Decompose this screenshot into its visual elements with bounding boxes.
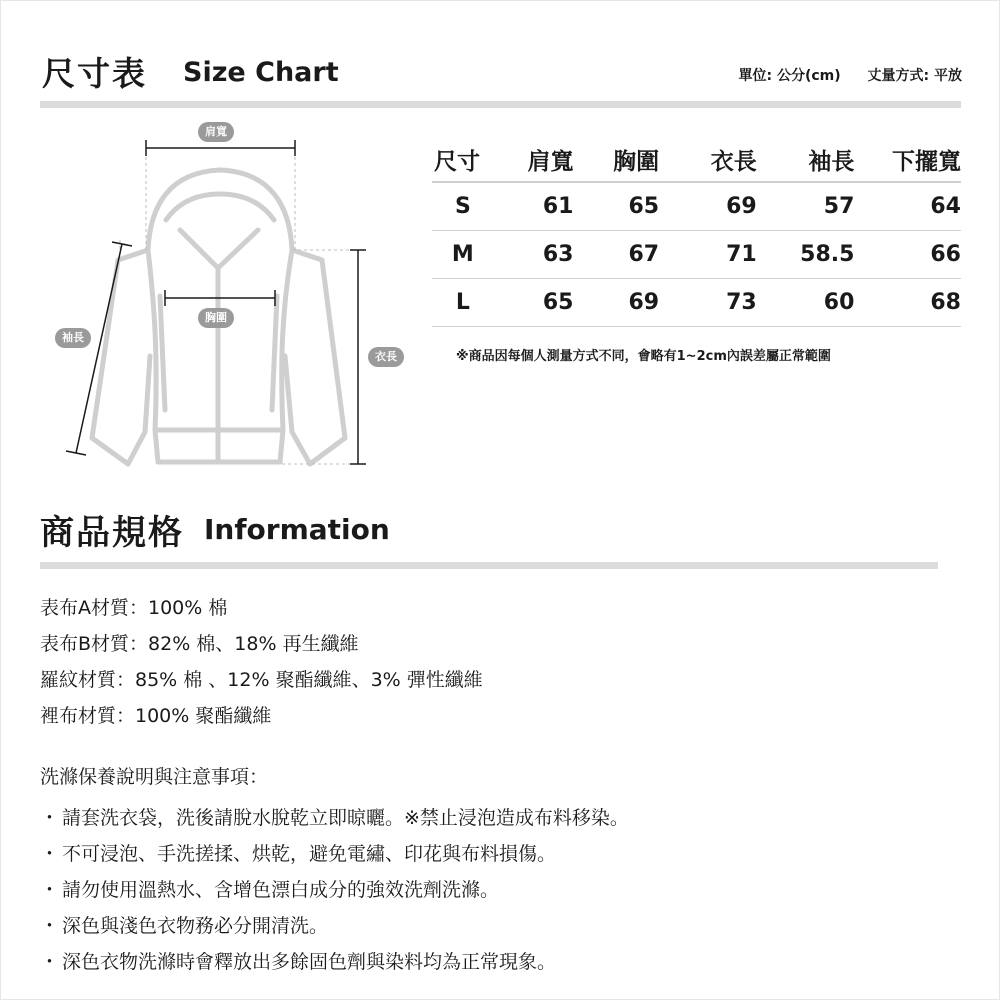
unit-label: 單位: 公分(cm) (738, 68, 841, 84)
size-chart-title-en: Size Chart (183, 57, 339, 88)
table-row (432, 279, 961, 327)
hoodie-illustration (0, 110, 430, 490)
chest-label: 胸圍 (198, 308, 234, 328)
shoulder-cell: 61 (494, 182, 574, 231)
table-row (432, 231, 961, 279)
care-item-text: 深色與淺色衣物務必分開清洗。 (62, 915, 329, 937)
length-label: 衣長 (368, 347, 404, 367)
length-cell: 71 (659, 231, 757, 279)
header-sleeve: 袖長 (757, 137, 855, 182)
table-row (432, 182, 961, 231)
bullet: ・ (40, 843, 60, 865)
header-chest: 胸圍 (573, 137, 659, 182)
chest-cell: 69 (573, 279, 659, 327)
size-table (432, 137, 961, 327)
material-item: 羅紋材質：85% 棉 、12% 聚酯纖維、3% 彈性纖維 (40, 669, 483, 691)
care-instructions-list (40, 800, 629, 980)
care-item-text: 請套洗衣袋，洗後請脫水脫乾立即晾曬。※禁止浸泡造成布料移染。 (62, 807, 629, 829)
sleeve-cell: 58.5 (757, 231, 855, 279)
list-item (40, 836, 629, 872)
size-cell: S (432, 182, 494, 231)
length-cell: 73 (659, 279, 757, 327)
care-item-text: 不可浸泡、手洗搓揉、烘乾，避免電繡、印花與布料損傷。 (62, 843, 557, 865)
hem-cell: 68 (854, 279, 961, 327)
hem-cell: 66 (854, 231, 961, 279)
shoulder-label: 肩寬 (198, 122, 234, 142)
size-cell: M (432, 231, 494, 279)
care-item-text: 請勿使用溫熱水、含增色漂白成分的強效洗劑洗滌。 (62, 879, 500, 901)
bullet: ・ (40, 951, 60, 973)
care-instructions-title: 洗滌保養說明與注意事項： (40, 766, 269, 788)
material-item: 裡布材質：100% 聚酯纖維 (40, 705, 272, 727)
information-title: 商品規格 (40, 513, 184, 553)
section-divider (40, 562, 938, 569)
size-cell: L (432, 279, 494, 327)
header-hem: 下擺寬 (854, 137, 961, 182)
header-size: 尺寸 (432, 137, 494, 182)
list-item (40, 800, 629, 836)
sleeve-cell: 57 (757, 182, 855, 231)
hoodie-diagram (0, 110, 430, 490)
header-shoulder: 肩寬 (494, 137, 574, 182)
list-item (40, 944, 629, 980)
sleeve-label: 袖長 (55, 328, 91, 348)
materials-list (40, 590, 483, 734)
bullet: ・ (40, 807, 60, 829)
measurement-note: ※商品因每個人測量方式不同，會略有1~2cm內誤差屬正常範圍 (456, 349, 831, 364)
information-title-en: Information (204, 513, 390, 546)
material-item: 表布B材質：82% 棉、18% 再生纖維 (40, 633, 359, 655)
sleeve-cell: 60 (757, 279, 855, 327)
length-cell: 69 (659, 182, 757, 231)
hem-cell: 64 (854, 182, 961, 231)
method-label: 丈量方式: 平放 (867, 68, 962, 84)
shoulder-cell: 65 (494, 279, 574, 327)
care-item-text: 深色衣物洗滌時會釋放出多餘固色劑與染料均為正常現象。 (62, 951, 557, 973)
shoulder-cell: 63 (494, 231, 574, 279)
bullet: ・ (40, 879, 60, 901)
chest-cell: 67 (573, 231, 659, 279)
list-item (40, 908, 629, 944)
list-item (40, 872, 629, 908)
bullet: ・ (40, 915, 60, 937)
section-divider (40, 101, 961, 108)
material-item: 表布A材質：100% 棉 (40, 597, 228, 619)
measurement-info (716, 65, 962, 85)
chest-cell: 65 (573, 182, 659, 231)
size-table-header-row (432, 137, 961, 182)
header-length: 衣長 (659, 137, 757, 182)
size-chart-title: 尺寸表 (42, 54, 147, 93)
